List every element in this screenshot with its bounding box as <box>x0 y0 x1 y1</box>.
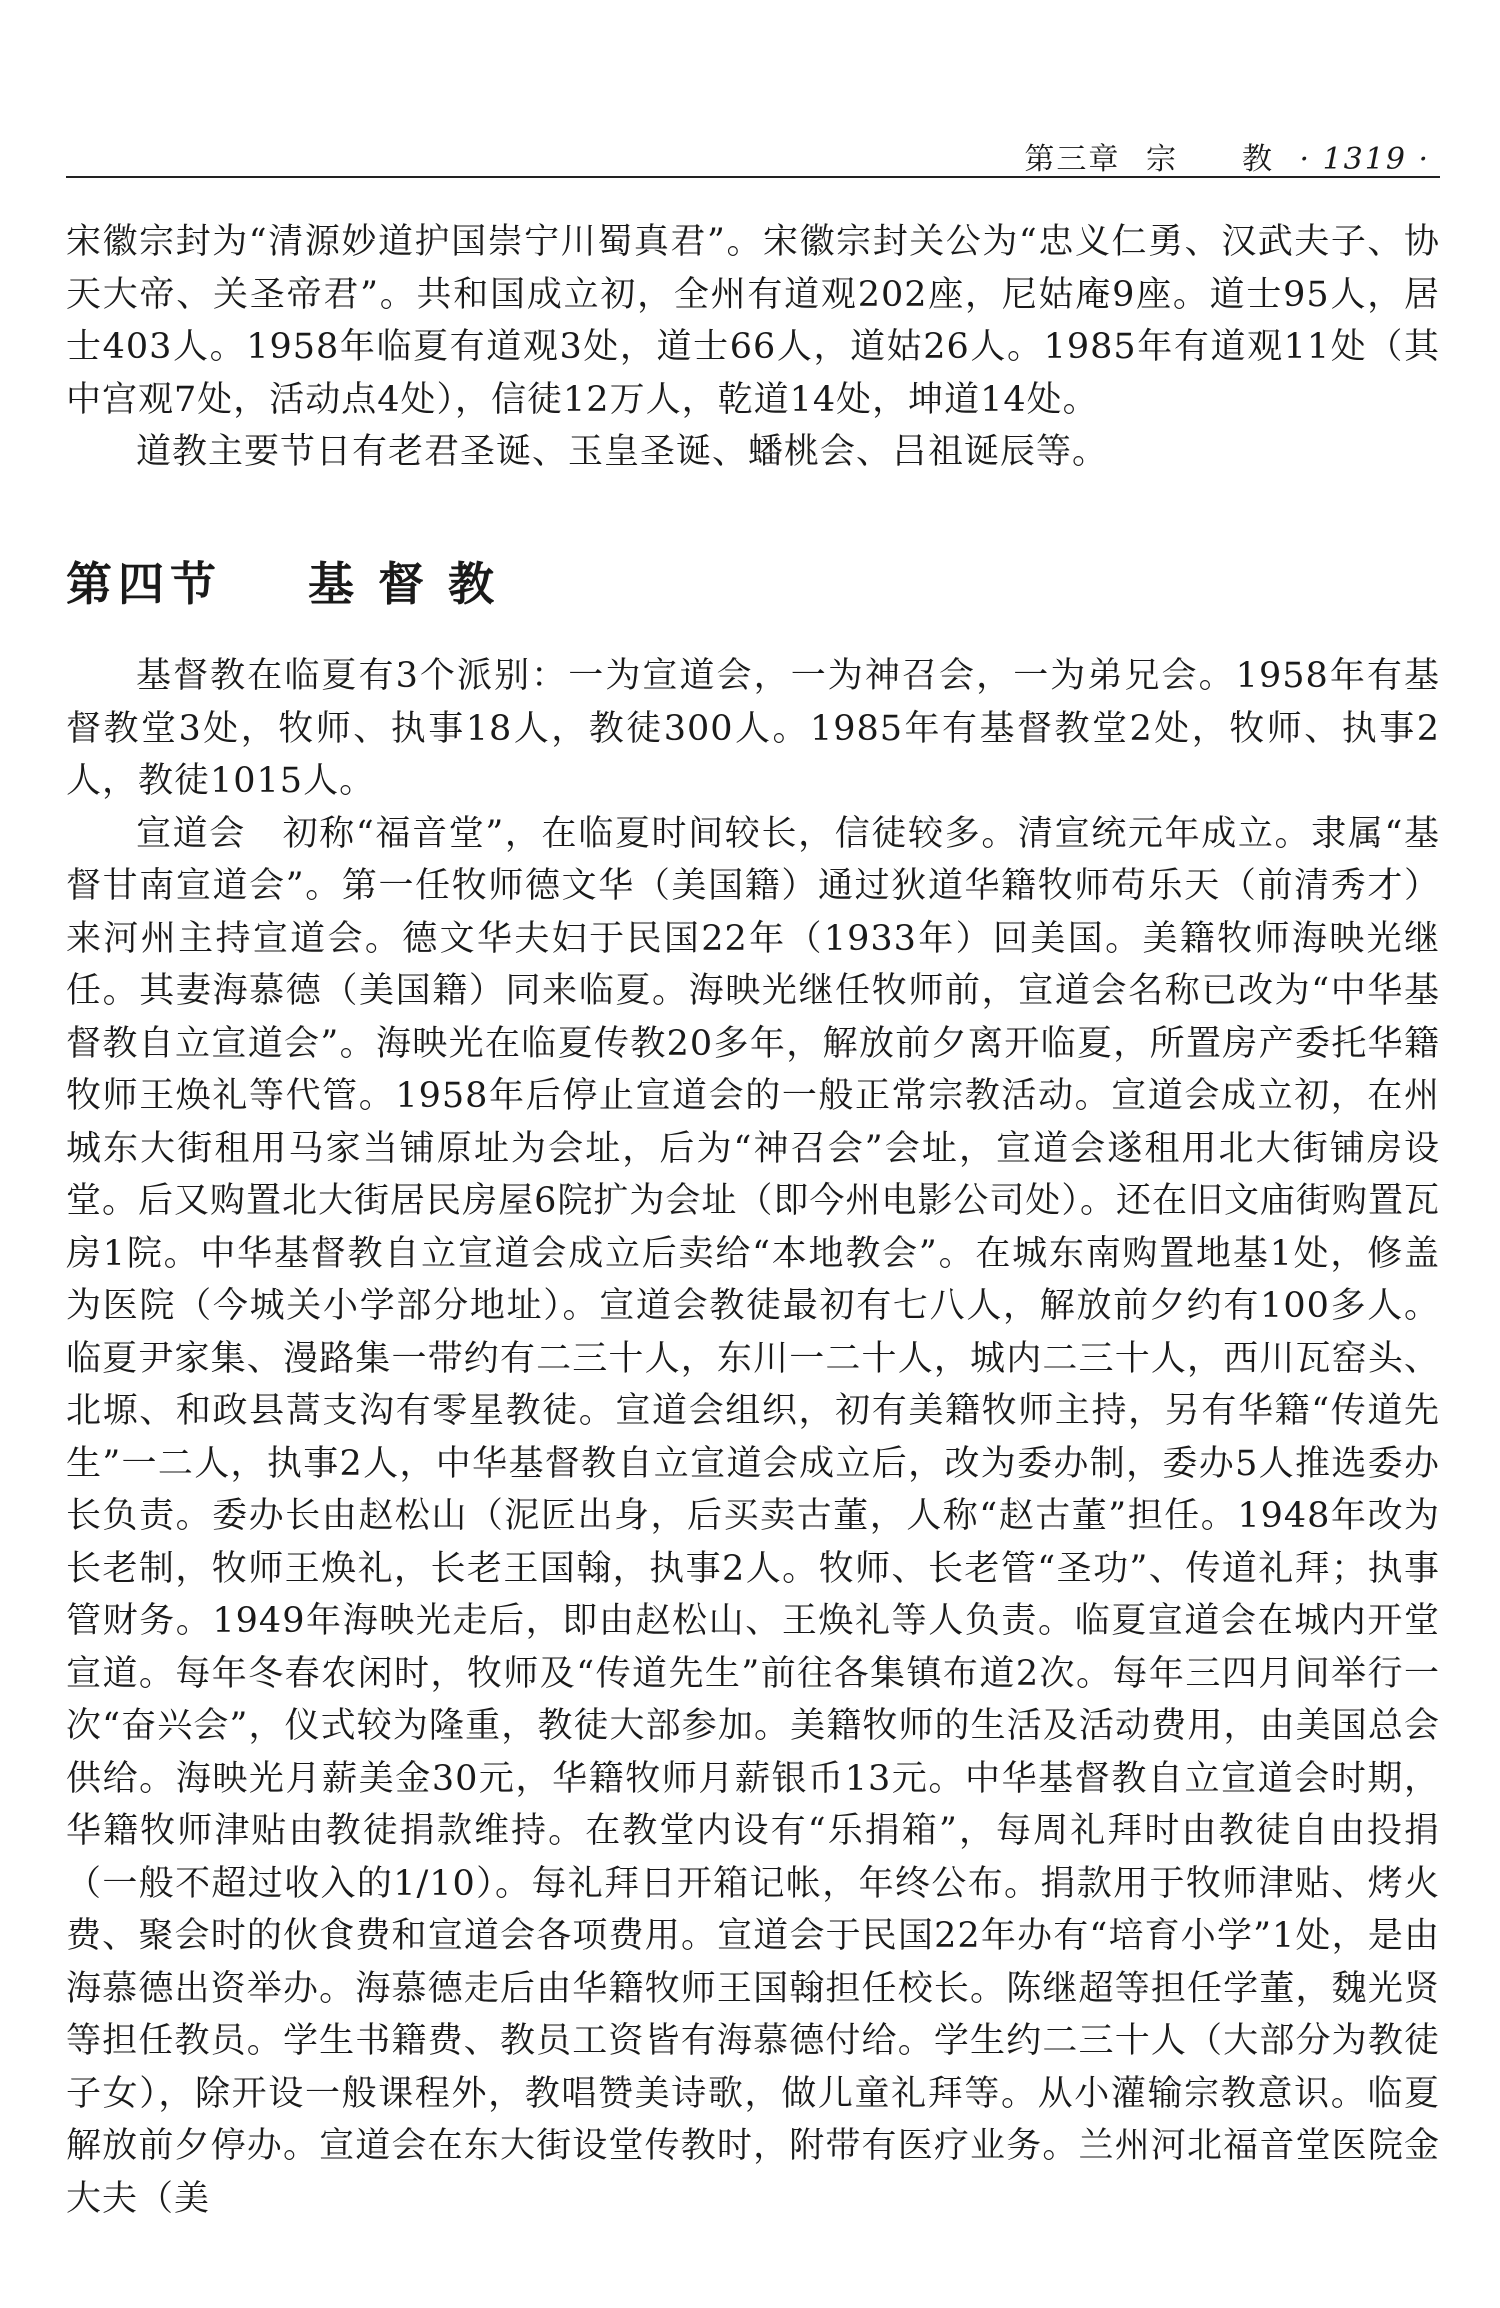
text-block-top <box>66 216 1440 479</box>
paragraph-continued: 宋徽宗封为“清源妙道护国崇宁川蜀真君”。宋徽宗封关公为“忠义仁勇、汉武夫子、协天大帝、关圣帝君”。共和国成立初，全州有道观202座，尼姑庵9座。道士95人，居士403人。1958年临夏有道观3处，道士66人，道姑26人。1985年有道观11处（其中宫观7处，活动点4处），信徒12万人，乾道14处，坤道14处。 <box>66 222 1440 420</box>
chapter-label: 第三章 <box>1024 142 1121 177</box>
text-block-body <box>66 650 1440 2225</box>
header-text <box>1010 134 1430 178</box>
section-title: 基督教 <box>308 557 519 611</box>
paragraph-christian-overview: 基督教在临夏有3个派别：一为宣道会，一为神召会，一为弟兄会。1958年有基督教堂3处，牧师、执事18人，教徒300人。1985年有基督教堂2处，牧师、执事2人，教徒1015人。 <box>66 656 1440 801</box>
paragraph-xuandaohui: 宣道会 初称“福音堂”，在临夏时间较长，信徒较多。清宣统元年成立。隶属“基督甘南宣道会”。第一任牧师德文华（美国籍）通过狄道华籍牧师苟乐天（前清秀才）来河州主持宣道会。德文华夫妇于民国22年（1933年）回美国。美籍牧师海映光继任。其妻海慕德（美国籍）同来临夏。海映光继任牧师前，宣道会名称已改为“中华基督教自立宣道会”。海映光在临夏传教20多年，解放前夕离开临夏，所置房产委托华籍牧师王焕礼等代管。1958年后停止宣道会的一般正常宗教活动。宣道会成立初，在州城东大街租用马家当铺原址为会址，后为“神召会”会址，宣道会遂租用北大街铺房设堂。后又购置北大街居民房屋6院扩为会址（即今州电影公司处）。还在旧文庙街购置瓦房1院。中华基督教自立宣道会成立后卖给“本地教会”。在城东南购置地基1处，修盖为医院（今城关小学部分地址）。宣道会教徒最初有七八人，解放前夕约有100多人。临夏尹家集、漫路集一带约有二三十人，东川一二十人，城内二三十人，西川瓦窑头、北塬、和政县蒿支沟有零星教徒。宣道会组织，初有美籍牧师主持，另有华籍“传道先生”一二人，执事2人，中华基督教自立宣道会成立后，改为委办制，委办5人推选委办长负责。委办长由赵松山（泥匠出身，后买卖古董，人称“赵古董”担任。1948年改为长老制，牧师王焕礼，长老王国翰，执事2人。牧师、长老管“圣功”、传道礼拜；执事管财务。1949年海映光走后，即由赵松山、王焕礼等人负责。临夏宣道会在城内开堂宣道。每年冬春农闲时，牧师及“传道先生”前往各集镇布道2次。每年三四月间举行一次“奋兴会”，仪式较为隆重，教徒大部参加。美籍牧师的生活及活动费用，由美国总会供给。海映光月薪美金30元，华籍牧师月薪银币13元。中华基督教自立宣道会时期，华籍牧师津贴由教徒捐款维持。在教堂内设有“乐捐箱”，每周礼拜时由教徒自由投捐（一般不超过收入的1/10）。每礼拜日开箱记帐，年终公布。捐款用于牧师津贴、烤火费、聚会时的伙食费和宣道会各项费用。宣道会于民国22年办有“培育小学”1处，是由海慕德出资举办。海慕德走后由华籍牧师王国翰担任校长。陈继超等担任学董，魏光贤等担任教员。学生书籍费、教员工资皆有海慕德付给。学生约二三十人（大部分为教徒子女），除开设一般课程外，教唱赞美诗歌，做儿童礼拜等。从小灌输宗教意识。临夏解放前夕停办。宣道会在东大街设堂传教时，附带有医疗业务。兰州河北福音堂医院金大夫（美 <box>66 813 1440 2219</box>
section-heading <box>66 548 518 614</box>
section-number: 第四节 <box>66 557 222 611</box>
paragraph-taoist-festivals: 道教主要节日有老君圣诞、玉皇圣诞、蟠桃会、吕祖诞辰等。 <box>136 432 1109 472</box>
page-number: · 1319 · <box>1299 142 1430 177</box>
chapter-subject: 宗 教 <box>1145 142 1274 177</box>
running-header <box>66 128 1440 178</box>
